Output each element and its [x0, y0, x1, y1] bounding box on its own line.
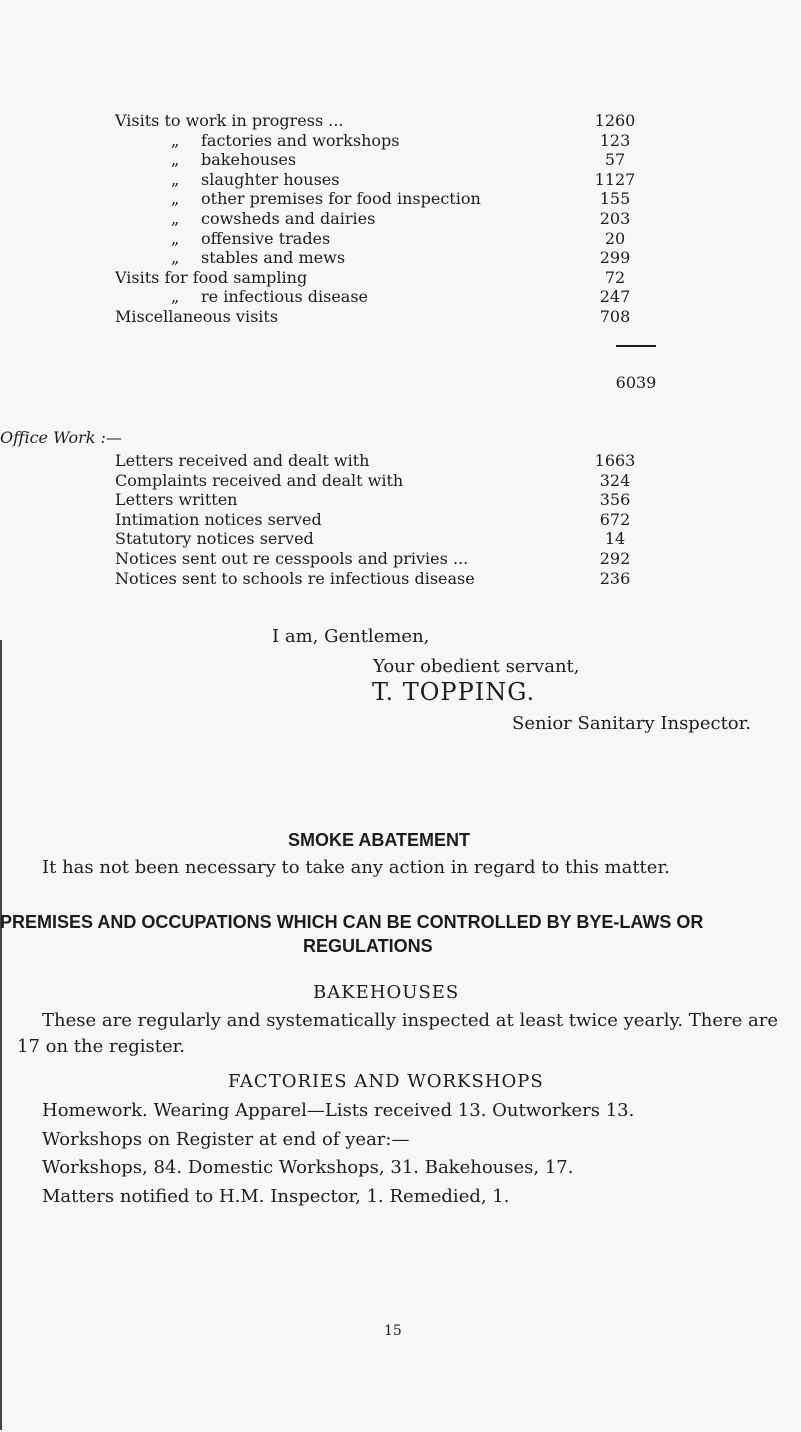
- ditto-mark: „: [171, 248, 180, 268]
- visits-row: [115, 287, 655, 307]
- office-row-value: 672: [599, 509, 631, 529]
- visits-total: 6039: [615, 373, 657, 392]
- ditto-mark: „: [171, 228, 180, 248]
- total-rule: [616, 345, 656, 347]
- office-row-value: 1663: [594, 451, 636, 470]
- visits-row-label: slaughter houses: [201, 169, 340, 189]
- visits-row-label: factories and workshops: [201, 130, 400, 150]
- office-row-label: Intimation notices served: [115, 509, 322, 529]
- visits-row-label: Visits to work in progress ...: [115, 111, 344, 130]
- visits-row: [115, 248, 655, 268]
- bakehouses-heading: BAKEHOUSES: [313, 982, 460, 1003]
- office-row: [115, 529, 655, 549]
- visits-table: [115, 111, 655, 327]
- ditto-mark: „: [171, 169, 180, 189]
- visits-row-label: stables and mews: [201, 248, 346, 268]
- visits-row: [115, 307, 655, 327]
- visits-row: [115, 209, 655, 229]
- office-row-value: 236: [599, 568, 631, 588]
- factories-heading: FACTORIES AND WORKSHOPS: [228, 1071, 544, 1092]
- office-work-heading: Office Work :—: [0, 428, 122, 447]
- smoke-abatement-text: It has not been necessary to take any action in regard to this matter.: [42, 857, 670, 878]
- office-row: [115, 471, 655, 491]
- page-number: 15: [384, 1323, 402, 1339]
- visits-row-label: bakehouses: [201, 150, 297, 170]
- visits-row: [115, 229, 655, 249]
- visits-row-label: other premises for food inspection: [201, 189, 481, 209]
- ditto-mark: „: [171, 150, 180, 170]
- office-row: [115, 490, 655, 510]
- signature-title: Senior Sanitary Inspector.: [512, 713, 751, 734]
- visits-row-value: 155: [599, 189, 631, 209]
- visits-row-value: 247: [599, 287, 631, 307]
- office-row-label: Letters received and dealt with: [115, 451, 370, 470]
- visits-row: [115, 111, 655, 131]
- visits-row: [115, 189, 655, 209]
- ditto-mark: „: [171, 189, 180, 209]
- visits-row: [115, 170, 655, 190]
- visits-row: [115, 150, 655, 170]
- bakehouses-text-line1: These are regularly and systematically inspected at least twice yearly. There are: [42, 1010, 778, 1031]
- office-row: [115, 549, 655, 569]
- visits-row-label: Miscellaneous visits: [115, 306, 279, 326]
- office-row-label: Notices sent to schools re infectious disease: [115, 568, 475, 588]
- premises-heading-line2: REGULATIONS: [303, 936, 433, 956]
- page-edge-rule: [0, 640, 2, 1430]
- visits-row-label: Visits for food sampling: [115, 267, 308, 287]
- visits-row-value: 1127: [594, 169, 636, 189]
- visits-row-value: 1260: [594, 111, 636, 130]
- office-row: [115, 569, 655, 589]
- signature-name: T. TOPPING.: [372, 678, 536, 706]
- office-row-label: Complaints received and dealt with: [115, 470, 404, 490]
- office-row-label: Notices sent out re cesspools and privies ...: [115, 548, 469, 568]
- premises-heading-line1: PREMISES AND OCCUPATIONS WHICH CAN BE CONTROLLED BY BYE-LAWS OR: [0, 912, 704, 932]
- visits-row-label: offensive trades: [201, 228, 331, 248]
- office-row-label: Statutory notices served: [115, 529, 314, 549]
- factories-line: Homework. Wearing Apparel—Lists received 13. Outworkers 13.: [42, 1100, 635, 1121]
- visits-row-value: 57: [604, 150, 626, 170]
- ditto-mark: „: [171, 130, 180, 150]
- visits-row-label: re infectious disease: [201, 287, 369, 307]
- factories-line: Matters notified to H.M. Inspector, 1. Remedied, 1.: [42, 1186, 510, 1207]
- office-row: [115, 510, 655, 530]
- visits-row-value: 20: [604, 228, 626, 248]
- smoke-abatement-heading: SMOKE ABATEMENT: [288, 830, 470, 850]
- salutation: I am, Gentlemen,: [272, 626, 430, 647]
- office-row-value: 324: [599, 470, 631, 490]
- visits-row-value: 203: [599, 208, 631, 228]
- office-row: [115, 451, 655, 471]
- visits-row-label: cowsheds and dairies: [201, 208, 376, 228]
- office-row-label: Letters written: [115, 490, 238, 510]
- factories-line: Workshops, 84. Domestic Workshops, 31. Bakehouses, 17.: [42, 1157, 574, 1178]
- office-row-value: 356: [599, 490, 631, 510]
- bakehouses-text-line2: 17 on the register.: [17, 1036, 185, 1057]
- office-row-value: 292: [599, 548, 631, 568]
- visits-row: [115, 268, 655, 288]
- visits-row-value: 72: [604, 267, 626, 287]
- ditto-mark: „: [171, 208, 180, 228]
- visits-row-value: 708: [599, 306, 631, 326]
- visits-row: [115, 131, 655, 151]
- office-work-table: [115, 451, 655, 588]
- valediction: Your obedient servant,: [373, 656, 580, 677]
- office-row-value: 14: [604, 529, 626, 549]
- visits-row-value: 299: [599, 248, 631, 268]
- factories-line: Workshops on Register at end of year:—: [42, 1129, 410, 1150]
- ditto-mark: „: [171, 287, 180, 307]
- visits-row-value: 123: [599, 130, 631, 150]
